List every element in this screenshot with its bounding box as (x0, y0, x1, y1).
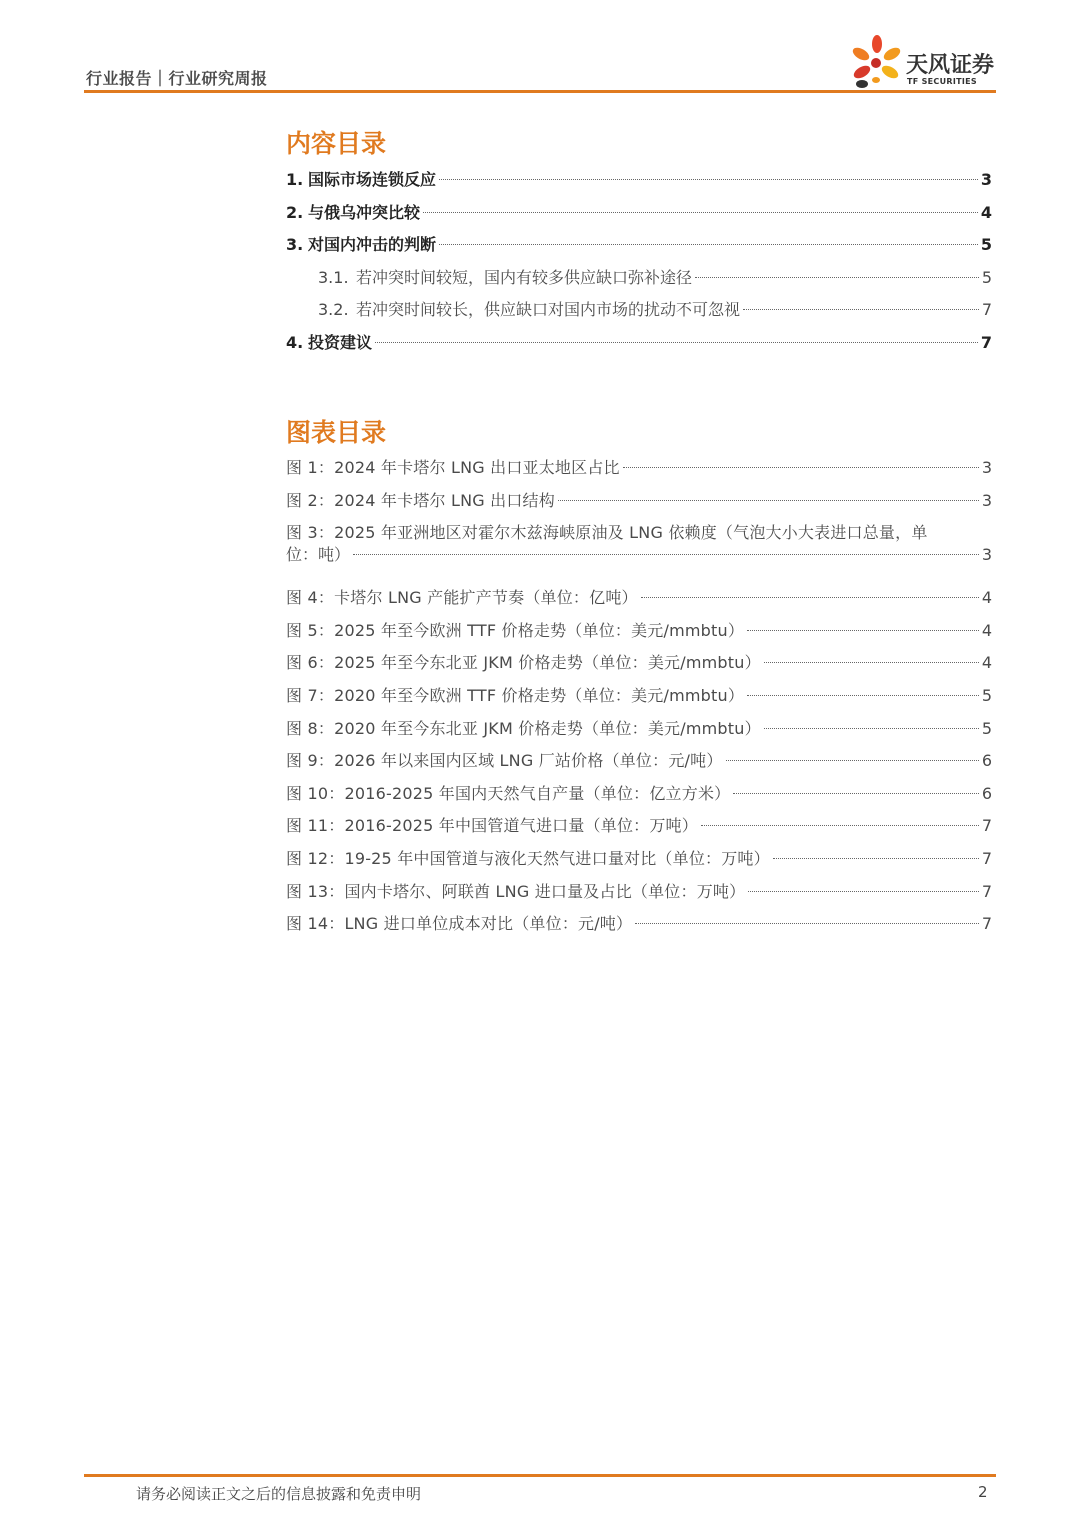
dot-leader (743, 309, 979, 310)
figure-entry[interactable] (286, 452, 992, 485)
figures-title: 图表目录 (286, 418, 387, 447)
toc-entry-page: 5 (981, 267, 992, 287)
figure-entry-label: 图 4：卡塔尔 LNG 产能扩产节奏（单位：亿吨） (286, 588, 638, 608)
figures-list (286, 452, 992, 941)
logo-english-name: TF SECURITIES (907, 77, 977, 86)
dot-leader (623, 467, 979, 468)
toc-entry-number: 3.2. (318, 300, 349, 320)
report-type-label: 行业报告｜行业研究周报 (86, 69, 268, 88)
dot-leader (748, 891, 979, 892)
toc-entry-page: 5 (980, 235, 992, 255)
figure-entry[interactable] (286, 680, 992, 713)
figure-entry-label: 图 9：2026 年以来国内区域 LNG 厂站价格（单位：元/吨） (286, 751, 723, 771)
figure-entry-page: 3 (981, 545, 992, 565)
figure-entry-page: 6 (981, 783, 992, 803)
toc-entry-page: 3 (980, 170, 992, 189)
logo-company-name: 天风证券 (906, 53, 995, 78)
dot-leader (764, 728, 979, 729)
dot-leader (747, 695, 979, 696)
dot-leader (439, 179, 978, 180)
dot-leader (439, 244, 978, 245)
figure-entry-label: 图 12：19-25 年中国管道与液化天然气进口量对比（单位：万吨） (286, 848, 770, 868)
toc-entry-number: 3. (286, 235, 304, 255)
toc-entry-page: 7 (981, 300, 992, 320)
figure-entry[interactable] (286, 582, 992, 615)
flower-logo-icon (848, 34, 906, 90)
toc-subentry[interactable] (286, 262, 992, 295)
toc-entry[interactable] (286, 164, 992, 197)
page-number: 2 (978, 1483, 988, 1501)
figure-entry-page: 7 (981, 848, 992, 868)
figure-entry[interactable] (286, 745, 992, 778)
figure-entry-page: 3 (981, 490, 992, 510)
dot-leader (641, 597, 979, 598)
dot-leader (733, 793, 978, 794)
dot-leader (773, 858, 979, 859)
figure-entry-label-continued: 位：吨） (286, 545, 351, 565)
footer-disclaimer: 请务必阅读正文之后的信息披露和免责申明 (136, 1485, 422, 1503)
contents-list (286, 164, 992, 360)
company-logo (848, 34, 998, 90)
figure-entry-label: 图 7：2020 年至今欧洲 TTF 价格走势（单位：美元/mmbtu） (286, 685, 745, 705)
toc-entry[interactable] (286, 229, 992, 262)
figure-entry-page: 3 (981, 458, 992, 477)
figure-entry-page: 4 (981, 588, 992, 608)
toc-entry-number: 3.1. (318, 267, 349, 287)
figure-entry[interactable] (286, 843, 992, 876)
dot-leader (423, 212, 978, 213)
toc-entry-number: 4. (286, 332, 304, 352)
toc-entry-number: 2. (286, 202, 304, 222)
figure-entry-page: 4 (981, 620, 992, 640)
dot-leader (747, 630, 979, 631)
figure-entry-page: 5 (981, 718, 992, 738)
toc-entry-page: 7 (980, 332, 992, 352)
figure-entry-label: 图 8：2020 年至今东北亚 JKM 价格走势（单位：美元/mmbtu） (286, 718, 761, 738)
figure-entry-page: 7 (981, 881, 992, 901)
contents-title: 内容目录 (286, 129, 387, 158)
figure-entry[interactable] (286, 647, 992, 680)
figure-entry-page: 6 (981, 751, 992, 771)
dot-leader (726, 760, 979, 761)
toc-subentry[interactable] (286, 294, 992, 327)
toc-entry[interactable] (286, 327, 992, 360)
figure-entry-label: 图 10：2016-2025 年国内天然气自产量（单位：亿立方米） (286, 783, 731, 803)
footer-divider (84, 1474, 996, 1477)
header-divider (84, 90, 996, 93)
toc-entry-page: 4 (980, 202, 992, 222)
figure-entry-label: 图 2：2024 年卡塔尔 LNG 出口结构 (286, 490, 555, 510)
figure-entry[interactable] (286, 517, 992, 582)
dot-leader (353, 554, 979, 555)
figure-entry-label: 图 6：2025 年至今东北亚 JKM 价格走势（单位：美元/mmbtu） (286, 653, 761, 673)
dot-leader (375, 342, 978, 343)
figure-entry-page: 7 (981, 816, 992, 836)
figure-entry-page: 4 (981, 653, 992, 673)
toc-entry-label: 投资建议 (308, 332, 373, 352)
figure-entry[interactable] (286, 876, 992, 909)
figure-entry[interactable] (286, 908, 992, 941)
figure-entry-label: 图 11：2016-2025 年中国管道气进口量（单位：万吨） (286, 816, 698, 836)
toc-entry-number: 1. (286, 170, 304, 189)
figure-entry[interactable] (286, 615, 992, 648)
figure-entry-label: 图 14：LNG 进口单位成本对比（单位：元/吨） (286, 914, 633, 934)
figure-entry[interactable] (286, 713, 992, 746)
dot-leader (635, 923, 979, 924)
toc-entry-label: 对国内冲击的判断 (308, 235, 437, 255)
figure-entry[interactable] (286, 810, 992, 843)
figure-entry-label: 图 13：国内卡塔尔、阿联酋 LNG 进口量及占比（单位：万吨） (286, 881, 746, 901)
figure-entry-label: 图 3：2025 年亚洲地区对霍尔木兹海峡原油及 LNG 依赖度（气泡大小大表进口总量，单 (286, 523, 928, 543)
figure-entry[interactable] (286, 485, 992, 518)
dot-leader (764, 662, 979, 663)
figure-entry-label: 图 5：2025 年至今欧洲 TTF 价格走势（单位：美元/mmbtu） (286, 620, 745, 640)
toc-entry-label: 若冲突时间较短，国内有较多供应缺口弥补途径 (356, 267, 693, 287)
figure-entry-page: 5 (981, 685, 992, 705)
toc-entry-label: 若冲突时间较长，供应缺口对国内市场的扰动不可忽视 (356, 300, 741, 320)
dot-leader (701, 825, 979, 826)
figure-entry[interactable] (286, 778, 992, 811)
toc-entry[interactable] (286, 197, 992, 230)
dot-leader (558, 500, 979, 501)
dot-leader (695, 277, 979, 278)
toc-entry-label: 国际市场连锁反应 (308, 170, 437, 189)
figure-entry-label: 图 1：2024 年卡塔尔 LNG 出口亚太地区占比 (286, 458, 620, 477)
figure-entry-page: 7 (981, 914, 992, 934)
toc-entry-label: 与俄乌冲突比较 (308, 202, 421, 222)
